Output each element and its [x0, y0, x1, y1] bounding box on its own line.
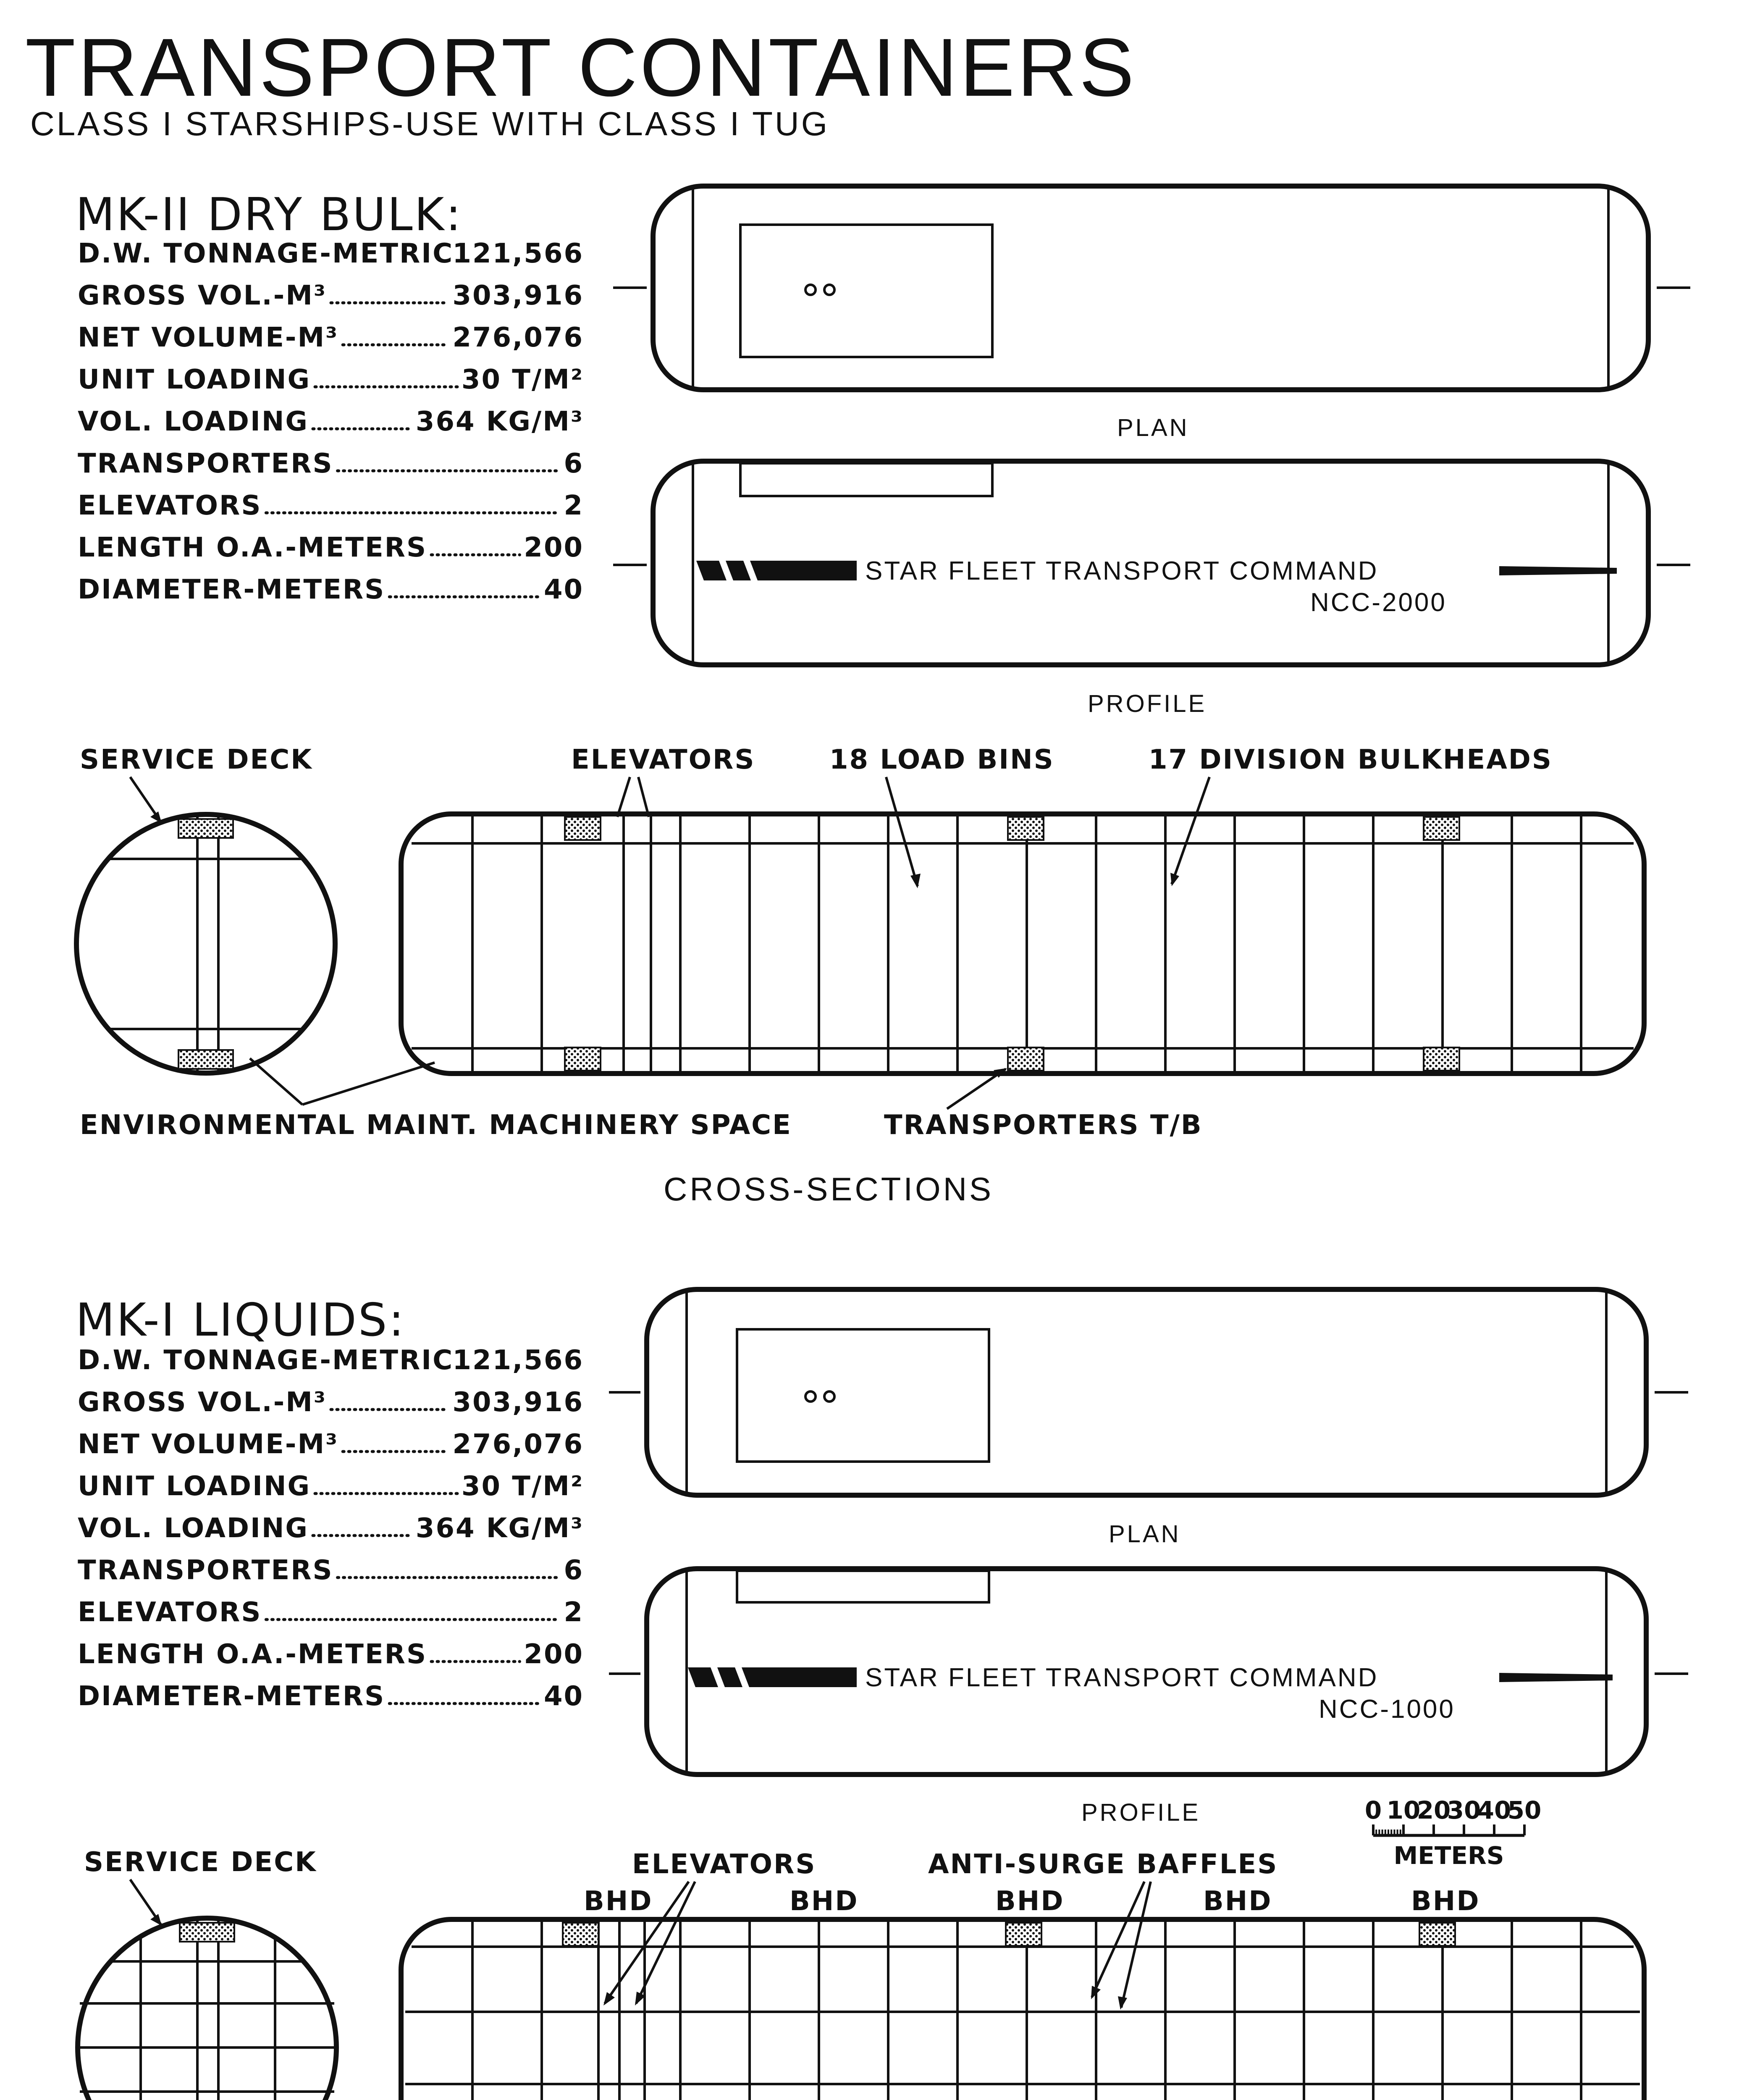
mk1-section-circle [78, 1918, 336, 2100]
page-subtitle: CLASS I STARSHIPS-USE WITH CLASS I TUG [30, 105, 829, 142]
mk1-spec-value: 200 [524, 1639, 584, 1670]
page-title: TRANSPORT CONTAINERS [25, 21, 1137, 113]
mk1-plan-hatch [737, 1329, 989, 1462]
mk2-load-bins-label: 18 LOAD BINS [829, 744, 1054, 775]
mk2-spec-value: 276,076 [452, 322, 584, 353]
scale-tick-label: 10 [1386, 1796, 1421, 1824]
mk1-end-section [78, 1918, 336, 2100]
mk1-bhd-label: BHD [1203, 1886, 1272, 1917]
mk1-spec-list [78, 1345, 584, 1712]
mk2-spec-value: 121,566 [452, 238, 584, 269]
mk2-end-section [76, 814, 335, 1073]
mk2-plan-label: PLAN [1117, 414, 1189, 441]
mk2-spec-label: GROSS VOL.-M³ [78, 280, 327, 311]
mk2-transporters-label: TRANSPORTERS T/B [884, 1110, 1203, 1141]
mk1-spec-label: ELEVATORS [78, 1597, 262, 1628]
mk2-plan-hull [653, 186, 1648, 390]
mk2-profile-hatch [740, 463, 992, 496]
mk2-transporter [565, 1047, 601, 1071]
mk2-spec-value: 2 [564, 490, 584, 521]
mk1-cross-sections [78, 1847, 1644, 2100]
mk1-spec-value: 121,566 [452, 1345, 584, 1376]
mk1-spec-block [76, 1294, 584, 1712]
mk1-bhd-label: BHD [584, 1886, 653, 1917]
mk1-spec-value: 303,916 [452, 1387, 584, 1418]
mk1-profile-view [609, 1569, 1688, 1826]
mk2-cross-sections [76, 744, 1644, 1208]
mk1-profile-label: PROFILE [1081, 1799, 1201, 1826]
mk1-bhd-label: BHD [1411, 1886, 1480, 1917]
mk1-spec-label: LENGTH O.A.-METERS [78, 1639, 428, 1670]
scale-tick-label: 30 [1447, 1796, 1481, 1824]
mk2-transporter [1424, 817, 1459, 840]
mk1-spec-value: 40 [543, 1681, 584, 1712]
mk1-transporter [1006, 1923, 1041, 1946]
mk2-section-circle [76, 814, 335, 1073]
mk2-transporter [1008, 1047, 1044, 1071]
mk1-registry: NCC-1000 [1319, 1695, 1455, 1724]
mk1-spec-label: UNIT LOADING [78, 1471, 311, 1502]
mk1-profile-hatch [737, 1571, 989, 1602]
mk2-spec-label: TRANSPORTERS [78, 448, 333, 479]
mk1-spec-label: NET VOLUME-M³ [78, 1429, 339, 1460]
mk1-spec-value: 364 KG/M³ [415, 1513, 584, 1544]
mk2-spec-value: 30 T/M² [461, 364, 584, 395]
mk1-spec-value: 276,076 [452, 1429, 584, 1460]
mk2-transporter [1008, 817, 1044, 840]
mk2-division-bulkheads [472, 816, 1581, 1071]
mk1-spec-label: VOL. LOADING [78, 1513, 309, 1544]
mk2-service-deck-label: SERVICE DECK [80, 744, 313, 775]
mk2-spec-label: NET VOLUME-M³ [78, 322, 339, 353]
scale-tick-label: 0 [1364, 1796, 1382, 1824]
mk1-long-section [401, 1919, 1644, 2100]
mk2-spec-label: DIAMETER-METERS [78, 574, 386, 605]
mk2-machinery-space [178, 1050, 233, 1069]
mk2-spec-value: 364 KG/M³ [415, 406, 584, 437]
mk2-section-label: CROSS-SECTIONS [664, 1171, 994, 1208]
mk1-spec-label: D.W. TONNAGE-METRIC [78, 1345, 454, 1376]
mk2-long-section [401, 814, 1644, 1074]
mk1-heading: MK-I LIQUIDS: [76, 1294, 406, 1347]
mk2-machinery-label: ENVIRONMENTAL MAINT. MACHINERY SPACE [80, 1110, 792, 1141]
mk2-spec-label: UNIT LOADING [78, 364, 311, 395]
mk2-spec-label: VOL. LOADING [78, 406, 309, 437]
mk1-spec-value: 30 T/M² [461, 1471, 584, 1502]
mk1-plan-view [609, 1289, 1688, 1548]
mk1-transporter [563, 1923, 598, 1946]
mk2-spec-list [78, 238, 584, 605]
scale-unit: METERS [1393, 1841, 1504, 1870]
mk1-command-text: STAR FLEET TRANSPORT COMMAND [865, 1663, 1379, 1692]
mk2-bulkheads-label: 17 DIVISION BULKHEADS [1149, 744, 1553, 775]
mk1-plan-port [805, 1391, 816, 1402]
mk1-baffles-label: ANTI-SURGE BAFFLES [928, 1849, 1278, 1880]
scale-bar-upper [1365, 1796, 1542, 1870]
mk1-spec-value: 2 [564, 1597, 584, 1628]
mk2-transporter [565, 817, 601, 840]
mk2-spec-label: D.W. TONNAGE-METRIC [78, 238, 454, 269]
mk1-transporter [1419, 1923, 1455, 1946]
mk1-spec-value: 6 [564, 1555, 584, 1586]
mk2-command-text: STAR FLEET TRANSPORT COMMAND [865, 556, 1379, 585]
mk2-profile-view [613, 461, 1690, 717]
mk1-plan-label: PLAN [1109, 1520, 1181, 1548]
mk2-plan-view [613, 186, 1690, 441]
mk2-spec-label: ELEVATORS [78, 490, 262, 521]
mk1-service-deck-access [180, 1923, 234, 1942]
mk2-spec-value: 6 [564, 448, 584, 479]
mk1-elevators-label: ELEVATORS [632, 1849, 816, 1880]
mk2-long-hull [401, 814, 1644, 1074]
mk2-service-deck-access [178, 819, 233, 838]
mk2-transporter [1424, 1047, 1459, 1071]
mk2-plan-hatch [740, 225, 992, 357]
mk1-spec-label: GROSS VOL.-M³ [78, 1387, 327, 1418]
mk1-bhd-label: BHD [995, 1886, 1065, 1917]
mk1-spec-label: TRANSPORTERS [78, 1555, 333, 1586]
mk2-spec-block [76, 189, 584, 605]
mk1-plan-port [824, 1391, 834, 1402]
scale-tick-label: 20 [1416, 1796, 1451, 1824]
mk2-registry: NCC-2000 [1310, 588, 1447, 617]
mk2-spec-value: 303,916 [452, 280, 584, 311]
mk2-elevators-label: ELEVATORS [571, 744, 755, 775]
mk1-bhd-label: BHD [790, 1886, 859, 1917]
mk2-spec-value: 200 [524, 532, 584, 563]
mk1-plan-hull [647, 1289, 1646, 1495]
mk2-heading: MK-II DRY BULK: [76, 189, 463, 241]
mk2-spec-value: 40 [543, 574, 584, 605]
mk2-profile-label: PROFILE [1088, 690, 1207, 717]
scale-tick-label: 40 [1477, 1796, 1511, 1824]
mk2-plan-port [824, 285, 834, 295]
mk1-service-deck-label: SERVICE DECK [84, 1847, 317, 1878]
mk1-spec-label: DIAMETER-METERS [78, 1681, 386, 1712]
scale-tick-label: 50 [1507, 1796, 1542, 1824]
mk1-livery-stripe [742, 1667, 857, 1687]
mk2-livery-stripe [750, 561, 857, 580]
mk2-plan-port [805, 285, 816, 295]
mk2-spec-label: LENGTH O.A.-METERS [78, 532, 428, 563]
